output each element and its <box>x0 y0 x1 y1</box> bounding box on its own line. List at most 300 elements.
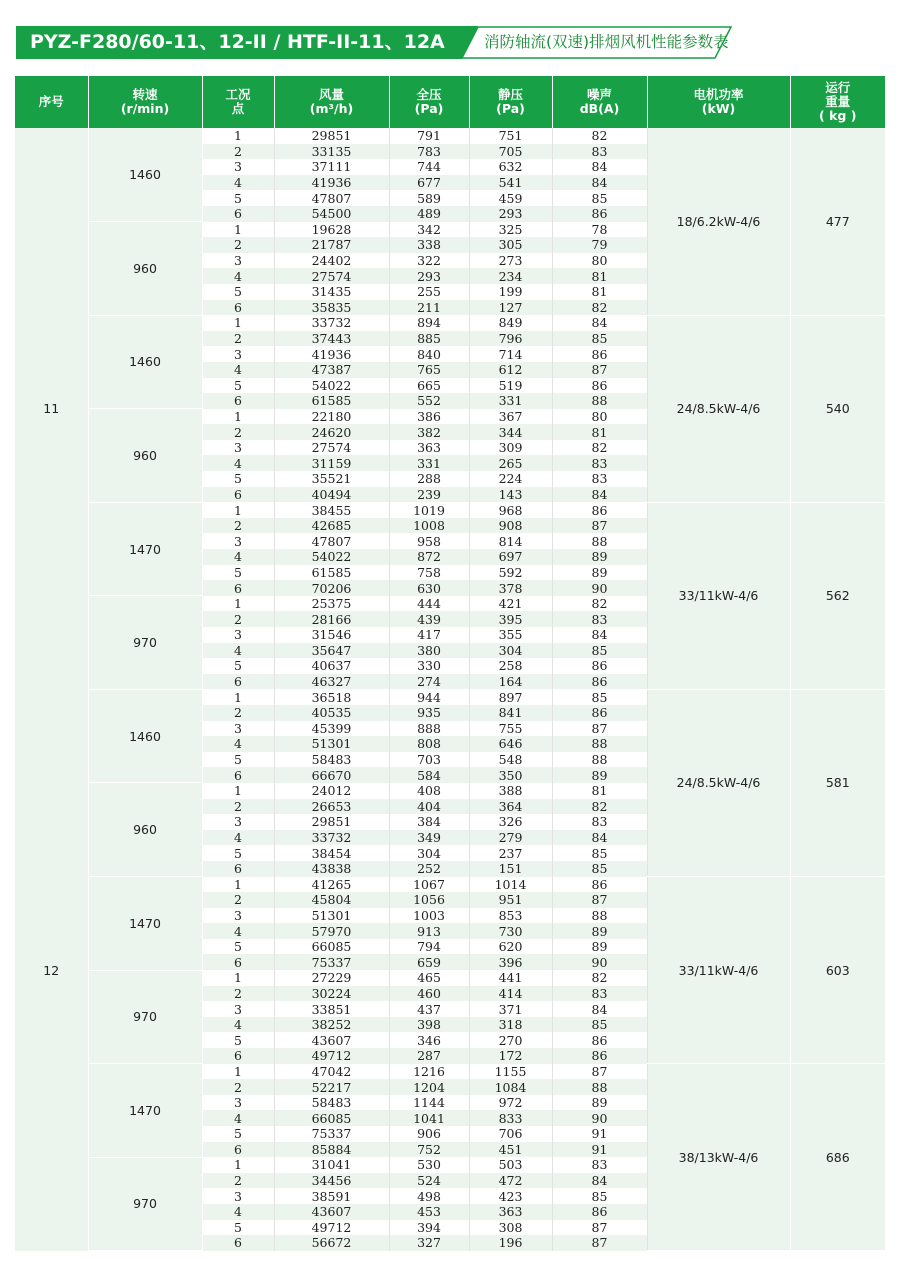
cell-static-pressure: 143 <box>469 487 552 503</box>
cell-noise: 84 <box>552 1001 647 1017</box>
header-label: 工况 <box>225 87 251 102</box>
cell-total-pressure: 331 <box>389 455 469 471</box>
cell-total-pressure: 322 <box>389 253 469 269</box>
cell-total-pressure: 906 <box>389 1126 469 1142</box>
cell-noise: 82 <box>552 799 647 815</box>
cell-total-pressure: 1019 <box>389 502 469 518</box>
cell-total-pressure: 465 <box>389 970 469 986</box>
cell-noise: 88 <box>552 908 647 924</box>
cell-static-pressure: 951 <box>469 892 552 908</box>
cell-total-pressure: 288 <box>389 471 469 487</box>
cell-total-pressure: 589 <box>389 190 469 206</box>
cell-noise: 83 <box>552 814 647 830</box>
cell-noise: 89 <box>552 565 647 581</box>
cell-noise: 87 <box>552 1220 647 1236</box>
cell-airflow: 47807 <box>274 190 389 206</box>
cell-noise: 86 <box>552 658 647 674</box>
cell-airflow: 33135 <box>274 144 389 160</box>
cell-airflow: 19628 <box>274 222 389 238</box>
cell-static-pressure: 592 <box>469 565 552 581</box>
cell-total-pressure: 380 <box>389 643 469 659</box>
cell-total-pressure: 1056 <box>389 892 469 908</box>
cell-noise: 90 <box>552 580 647 596</box>
cell-airflow: 43607 <box>274 1204 389 1220</box>
page-subtitle: 消防轴流(双速)排烟风机性能参数表 <box>484 33 729 51</box>
cell-noise: 83 <box>552 986 647 1002</box>
cell-noise: 87 <box>552 1235 647 1251</box>
cell-static-pressure: 541 <box>469 175 552 191</box>
cell-airflow: 40535 <box>274 705 389 721</box>
cell-static-pressure: 378 <box>469 580 552 596</box>
cell-noise: 81 <box>552 284 647 300</box>
page-title: PYZ-F280/60-11、12-II / HTF-II-11、12A <box>30 31 445 53</box>
cell-static-pressure: 350 <box>469 767 552 783</box>
speed-cell: 1470 <box>88 502 202 596</box>
cell-total-pressure: 384 <box>389 814 469 830</box>
header-total-pressure <box>389 76 469 128</box>
cell-point: 3 <box>202 159 274 175</box>
cell-static-pressure: 331 <box>469 393 552 409</box>
header-weight <box>790 76 885 128</box>
cell-total-pressure: 584 <box>389 767 469 783</box>
header-label: 运行 <box>825 80 851 95</box>
cell-airflow: 38591 <box>274 1188 389 1204</box>
cell-airflow: 24012 <box>274 783 389 799</box>
cell-total-pressure: 398 <box>389 1017 469 1033</box>
cell-noise: 85 <box>552 1188 647 1204</box>
cell-noise: 84 <box>552 830 647 846</box>
cell-static-pressure: 714 <box>469 346 552 362</box>
cell-airflow: 41936 <box>274 346 389 362</box>
cell-static-pressure: 972 <box>469 1095 552 1111</box>
cell-static-pressure: 309 <box>469 440 552 456</box>
cell-airflow: 35647 <box>274 643 389 659</box>
cell-noise: 87 <box>552 1064 647 1080</box>
cell-static-pressure: 841 <box>469 705 552 721</box>
header-unit: ( kg ) <box>819 108 857 123</box>
cell-airflow: 75337 <box>274 954 389 970</box>
cell-static-pressure: 388 <box>469 783 552 799</box>
cell-static-pressure: 730 <box>469 923 552 939</box>
cell-static-pressure: 459 <box>469 190 552 206</box>
cell-static-pressure: 355 <box>469 627 552 643</box>
cell-point: 6 <box>202 393 274 409</box>
cell-point: 3 <box>202 1188 274 1204</box>
cell-noise: 86 <box>552 1048 647 1064</box>
cell-point: 2 <box>202 986 274 1002</box>
cell-static-pressure: 318 <box>469 1017 552 1033</box>
cell-noise: 86 <box>552 378 647 394</box>
cell-total-pressure: 453 <box>389 1204 469 1220</box>
cell-static-pressure: 451 <box>469 1142 552 1158</box>
cell-noise: 87 <box>552 518 647 534</box>
cell-point: 4 <box>202 923 274 939</box>
cell-noise: 89 <box>552 549 647 565</box>
cell-airflow: 70206 <box>274 580 389 596</box>
cell-airflow: 31435 <box>274 284 389 300</box>
cell-static-pressure: 503 <box>469 1157 552 1173</box>
cell-total-pressure: 872 <box>389 549 469 565</box>
cell-point: 3 <box>202 533 274 549</box>
header-speed <box>88 76 202 128</box>
header-noise <box>552 76 647 128</box>
cell-airflow: 54022 <box>274 549 389 565</box>
cell-total-pressure: 404 <box>389 799 469 815</box>
cell-total-pressure: 888 <box>389 721 469 737</box>
cell-noise: 89 <box>552 923 647 939</box>
cell-static-pressure: 127 <box>469 300 552 316</box>
cell-airflow: 37443 <box>274 331 389 347</box>
cell-airflow: 46327 <box>274 674 389 690</box>
cell-total-pressure: 489 <box>389 206 469 222</box>
cell-airflow: 31546 <box>274 627 389 643</box>
cell-static-pressure: 705 <box>469 144 552 160</box>
cell-total-pressure: 211 <box>389 300 469 316</box>
model-number-cell: 12 <box>15 689 88 1250</box>
table-row <box>15 1064 885 1080</box>
weight-cell: 477 <box>790 128 885 315</box>
cell-total-pressure: 293 <box>389 268 469 284</box>
cell-airflow: 85884 <box>274 1142 389 1158</box>
cell-airflow: 52217 <box>274 1079 389 1095</box>
cell-airflow: 29851 <box>274 128 389 144</box>
cell-airflow: 56672 <box>274 1235 389 1251</box>
cell-total-pressure: 524 <box>389 1173 469 1189</box>
cell-point: 2 <box>202 1173 274 1189</box>
cell-total-pressure: 794 <box>389 939 469 955</box>
cell-noise: 85 <box>552 861 647 877</box>
cell-total-pressure: 444 <box>389 596 469 612</box>
cell-noise: 83 <box>552 611 647 627</box>
header-label: 噪声 <box>586 87 612 102</box>
cell-point: 2 <box>202 1079 274 1095</box>
header-unit: dB(A) <box>579 101 620 116</box>
table-body <box>15 128 885 1251</box>
cell-total-pressure: 304 <box>389 845 469 861</box>
cell-point: 5 <box>202 845 274 861</box>
header-unit: (Pa) <box>414 101 444 116</box>
cell-airflow: 24402 <box>274 253 389 269</box>
cell-noise: 82 <box>552 970 647 986</box>
cell-airflow: 31159 <box>274 455 389 471</box>
cell-total-pressure: 382 <box>389 424 469 440</box>
cell-point: 2 <box>202 705 274 721</box>
cell-airflow: 37111 <box>274 159 389 175</box>
cell-point: 1 <box>202 877 274 893</box>
cell-airflow: 29851 <box>274 814 389 830</box>
cell-point: 1 <box>202 409 274 425</box>
cell-point: 6 <box>202 300 274 316</box>
cell-airflow: 38252 <box>274 1017 389 1033</box>
cell-noise: 85 <box>552 1017 647 1033</box>
cell-total-pressure: 1216 <box>389 1064 469 1080</box>
cell-point: 5 <box>202 1220 274 1236</box>
cell-static-pressure: 849 <box>469 315 552 331</box>
header-static-pressure <box>469 76 552 128</box>
cell-static-pressure: 423 <box>469 1188 552 1204</box>
cell-airflow: 54500 <box>274 206 389 222</box>
cell-noise: 84 <box>552 159 647 175</box>
cell-total-pressure: 703 <box>389 752 469 768</box>
header-no <box>15 76 88 128</box>
cell-noise: 81 <box>552 424 647 440</box>
cell-noise: 85 <box>552 845 647 861</box>
cell-noise: 91 <box>552 1126 647 1142</box>
cell-static-pressure: 1014 <box>469 877 552 893</box>
cell-airflow: 66085 <box>274 1110 389 1126</box>
cell-noise: 82 <box>552 440 647 456</box>
header-motor-power <box>647 76 790 128</box>
cell-point: 5 <box>202 1126 274 1142</box>
table-header-row <box>15 76 885 128</box>
cell-airflow: 30224 <box>274 986 389 1002</box>
cell-noise: 86 <box>552 206 647 222</box>
cell-static-pressure: 519 <box>469 378 552 394</box>
cell-noise: 89 <box>552 939 647 955</box>
cell-static-pressure: 548 <box>469 752 552 768</box>
motor-power-cell: 18/6.2kW-4/6 <box>647 128 790 315</box>
cell-total-pressure: 255 <box>389 284 469 300</box>
cell-static-pressure: 237 <box>469 845 552 861</box>
cell-static-pressure: 751 <box>469 128 552 144</box>
cell-static-pressure: 472 <box>469 1173 552 1189</box>
cell-point: 3 <box>202 627 274 643</box>
cell-total-pressure: 552 <box>389 393 469 409</box>
cell-point: 3 <box>202 814 274 830</box>
cell-total-pressure: 659 <box>389 954 469 970</box>
cell-total-pressure: 342 <box>389 222 469 238</box>
header-label: 点 <box>231 101 245 116</box>
cell-total-pressure: 1041 <box>389 1110 469 1126</box>
cell-total-pressure: 913 <box>389 923 469 939</box>
cell-airflow: 57970 <box>274 923 389 939</box>
cell-airflow: 40637 <box>274 658 389 674</box>
cell-noise: 85 <box>552 689 647 705</box>
cell-total-pressure: 498 <box>389 1188 469 1204</box>
cell-total-pressure: 783 <box>389 144 469 160</box>
table-row <box>15 315 885 331</box>
cell-airflow: 75337 <box>274 1126 389 1142</box>
cell-point: 1 <box>202 128 274 144</box>
cell-airflow: 43838 <box>274 861 389 877</box>
header-unit: (Pa) <box>496 101 525 116</box>
cell-point: 4 <box>202 1110 274 1126</box>
cell-total-pressure: 894 <box>389 315 469 331</box>
cell-static-pressure: 632 <box>469 159 552 175</box>
cell-noise: 86 <box>552 346 647 362</box>
cell-point: 5 <box>202 378 274 394</box>
cell-noise: 86 <box>552 502 647 518</box>
cell-static-pressure: 151 <box>469 861 552 877</box>
cell-airflow: 35521 <box>274 471 389 487</box>
speed-cell: 960 <box>88 222 202 316</box>
cell-noise: 87 <box>552 892 647 908</box>
cell-point: 4 <box>202 1017 274 1033</box>
cell-noise: 86 <box>552 705 647 721</box>
motor-power-cell: 24/8.5kW-4/6 <box>647 689 790 876</box>
cell-point: 6 <box>202 1142 274 1158</box>
cell-total-pressure: 338 <box>389 237 469 253</box>
cell-static-pressure: 908 <box>469 518 552 534</box>
cell-airflow: 27574 <box>274 440 389 456</box>
cell-point: 4 <box>202 830 274 846</box>
cell-point: 1 <box>202 689 274 705</box>
cell-point: 5 <box>202 939 274 955</box>
cell-noise: 81 <box>552 268 647 284</box>
cell-point: 4 <box>202 736 274 752</box>
speed-cell: 1460 <box>88 315 202 409</box>
cell-total-pressure: 252 <box>389 861 469 877</box>
cell-static-pressure: 308 <box>469 1220 552 1236</box>
cell-airflow: 61585 <box>274 565 389 581</box>
header-label: 全压 <box>416 87 442 102</box>
cell-static-pressure: 620 <box>469 939 552 955</box>
cell-airflow: 54022 <box>274 378 389 394</box>
table-row <box>15 877 885 893</box>
cell-total-pressure: 437 <box>389 1001 469 1017</box>
cell-noise: 83 <box>552 144 647 160</box>
cell-static-pressure: 1084 <box>469 1079 552 1095</box>
cell-noise: 83 <box>552 455 647 471</box>
cell-point: 6 <box>202 861 274 877</box>
cell-total-pressure: 408 <box>389 783 469 799</box>
cell-total-pressure: 530 <box>389 1157 469 1173</box>
cell-static-pressure: 270 <box>469 1032 552 1048</box>
cell-point: 6 <box>202 1048 274 1064</box>
cell-total-pressure: 386 <box>389 409 469 425</box>
cell-noise: 86 <box>552 1032 647 1048</box>
cell-total-pressure: 935 <box>389 705 469 721</box>
weight-cell: 562 <box>790 502 885 689</box>
cell-airflow: 35835 <box>274 300 389 316</box>
cell-static-pressure: 814 <box>469 533 552 549</box>
cell-point: 3 <box>202 253 274 269</box>
cell-airflow: 43607 <box>274 1032 389 1048</box>
cell-static-pressure: 441 <box>469 970 552 986</box>
cell-total-pressure: 885 <box>389 331 469 347</box>
cell-total-pressure: 758 <box>389 565 469 581</box>
cell-point: 4 <box>202 362 274 378</box>
cell-noise: 88 <box>552 1079 647 1095</box>
cell-total-pressure: 765 <box>389 362 469 378</box>
cell-airflow: 41936 <box>274 175 389 191</box>
cell-noise: 82 <box>552 128 647 144</box>
motor-power-cell: 33/11kW-4/6 <box>647 877 790 1064</box>
cell-total-pressure: 1067 <box>389 877 469 893</box>
cell-airflow: 47042 <box>274 1064 389 1080</box>
cell-airflow: 49712 <box>274 1048 389 1064</box>
header-label: 电机功率 <box>693 87 744 102</box>
cell-point: 3 <box>202 908 274 924</box>
cell-static-pressure: 697 <box>469 549 552 565</box>
cell-point: 4 <box>202 175 274 191</box>
speed-cell: 970 <box>88 970 202 1064</box>
cell-noise: 82 <box>552 300 647 316</box>
cell-airflow: 28166 <box>274 611 389 627</box>
table-row <box>15 128 885 144</box>
cell-noise: 84 <box>552 1173 647 1189</box>
cell-total-pressure: 752 <box>389 1142 469 1158</box>
cell-noise: 86 <box>552 877 647 893</box>
cell-point: 4 <box>202 268 274 284</box>
cell-airflow: 27229 <box>274 970 389 986</box>
cell-static-pressure: 853 <box>469 908 552 924</box>
cell-airflow: 34456 <box>274 1173 389 1189</box>
cell-point: 5 <box>202 190 274 206</box>
cell-noise: 90 <box>552 1110 647 1126</box>
cell-airflow: 33732 <box>274 315 389 331</box>
speed-cell: 960 <box>88 783 202 877</box>
cell-airflow: 38454 <box>274 845 389 861</box>
cell-airflow: 47807 <box>274 533 389 549</box>
cell-noise: 84 <box>552 627 647 643</box>
cell-airflow: 21787 <box>274 237 389 253</box>
cell-point: 6 <box>202 1235 274 1251</box>
cell-point: 1 <box>202 970 274 986</box>
cell-point: 2 <box>202 611 274 627</box>
cell-static-pressure: 367 <box>469 409 552 425</box>
cell-point: 2 <box>202 237 274 253</box>
cell-point: 1 <box>202 1064 274 1080</box>
cell-total-pressure: 1008 <box>389 518 469 534</box>
cell-static-pressure: 421 <box>469 596 552 612</box>
cell-static-pressure: 833 <box>469 1110 552 1126</box>
cell-total-pressure: 1204 <box>389 1079 469 1095</box>
cell-static-pressure: 325 <box>469 222 552 238</box>
cell-airflow: 38455 <box>274 502 389 518</box>
cell-static-pressure: 646 <box>469 736 552 752</box>
speed-cell: 1460 <box>88 128 202 222</box>
header-label: 重量 <box>825 94 851 109</box>
cell-point: 4 <box>202 643 274 659</box>
cell-static-pressure: 414 <box>469 986 552 1002</box>
cell-airflow: 45804 <box>274 892 389 908</box>
performance-table <box>15 76 885 1251</box>
cell-static-pressure: 265 <box>469 455 552 471</box>
cell-point: 3 <box>202 440 274 456</box>
cell-noise: 85 <box>552 643 647 659</box>
cell-static-pressure: 706 <box>469 1126 552 1142</box>
title-banner <box>16 26 732 59</box>
cell-static-pressure: 371 <box>469 1001 552 1017</box>
cell-static-pressure: 304 <box>469 643 552 659</box>
cell-airflow: 66085 <box>274 939 389 955</box>
cell-point: 1 <box>202 315 274 331</box>
cell-noise: 82 <box>552 596 647 612</box>
speed-cell: 1470 <box>88 1064 202 1158</box>
cell-point: 2 <box>202 892 274 908</box>
speed-cell: 1470 <box>88 877 202 971</box>
cell-total-pressure: 958 <box>389 533 469 549</box>
cell-airflow: 45399 <box>274 721 389 737</box>
cell-noise: 91 <box>552 1142 647 1158</box>
cell-point: 4 <box>202 549 274 565</box>
speed-cell: 970 <box>88 1157 202 1251</box>
cell-static-pressure: 293 <box>469 206 552 222</box>
header-airflow <box>274 76 389 128</box>
cell-static-pressure: 273 <box>469 253 552 269</box>
cell-airflow: 47387 <box>274 362 389 378</box>
cell-point: 1 <box>202 1157 274 1173</box>
motor-power-cell: 24/8.5kW-4/6 <box>647 315 790 502</box>
header-unit: (r/min) <box>120 101 170 116</box>
cell-point: 5 <box>202 752 274 768</box>
weight-cell: 686 <box>790 1064 885 1251</box>
cell-static-pressure: 755 <box>469 721 552 737</box>
cell-point: 4 <box>202 455 274 471</box>
cell-noise: 83 <box>552 1157 647 1173</box>
cell-point: 3 <box>202 346 274 362</box>
